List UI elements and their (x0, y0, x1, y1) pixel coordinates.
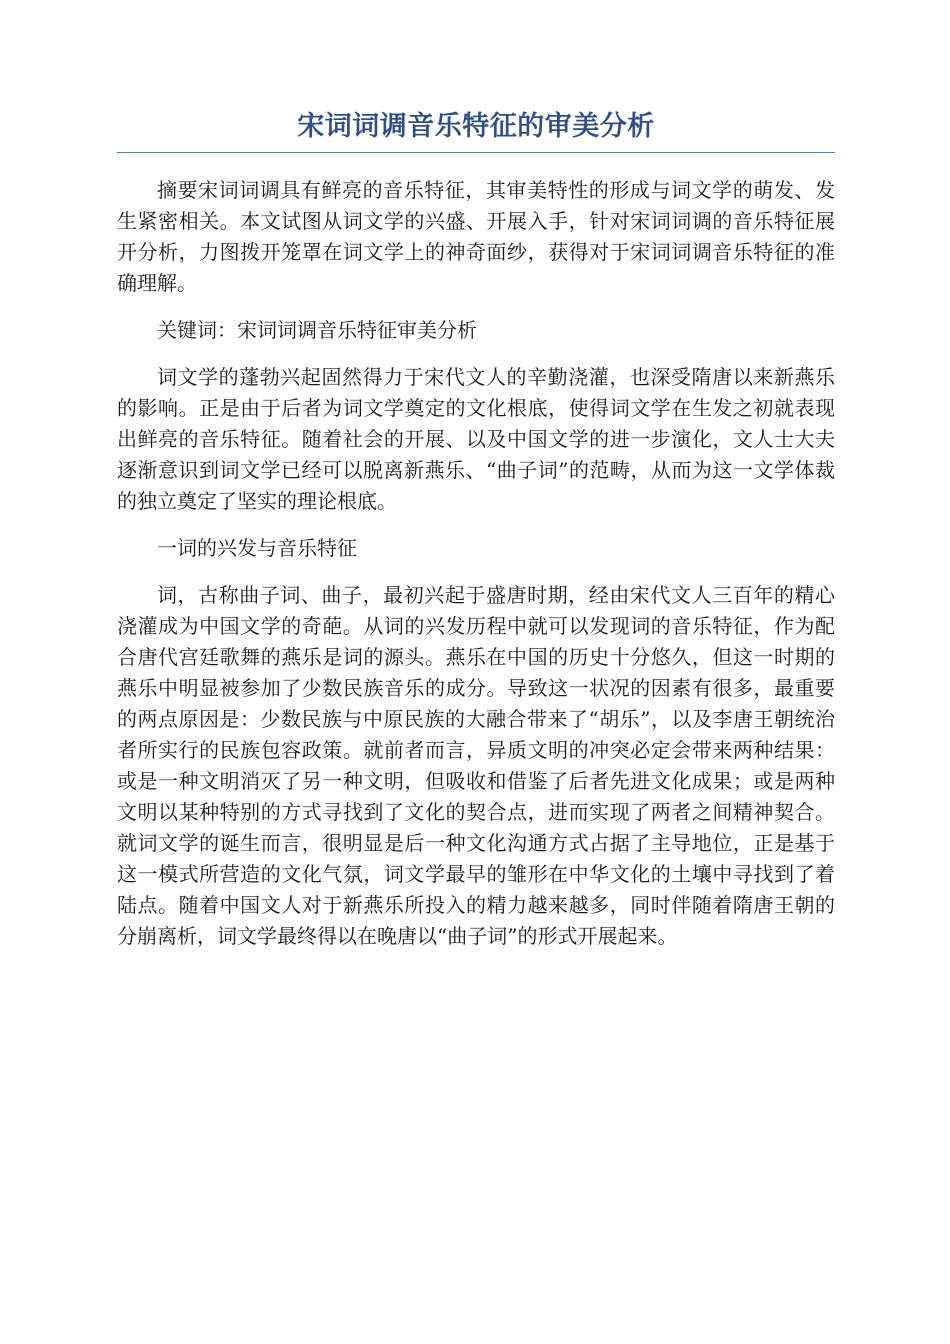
document-body (117, 175, 835, 952)
intro-paragraph: 词文学的蓬勃兴起固然得力于宋代文人的辛勤浇灌，也深受隋唐以来新燕乐的影响。正是由于后者为词文学奠定的文化根底，使得词文学在生发之初就表现出鲜亮的音乐特征。随着社会的开展、以及中国文学的进一步演化，文人士大夫逐渐意识到词文学已经可以脱离新燕乐、“曲子词”的范畴，从而为这一文学体裁的独立奠定了坚实的理论根底。 (117, 365, 835, 513)
document-title: 宋词词调音乐特征的审美分析 (117, 108, 835, 153)
section-heading: 一词的兴发与音乐特征 (157, 536, 357, 560)
abstract-paragraph: 摘要宋词词调具有鲜亮的音乐特征，其审美特性的形成与词文学的萌发、发生紧密相关。本文试图从词文学的兴盛、开展入手，针对宋词词调的音乐特征展开分析，力图拨开笼罩在词文学上的神奇面纱，获得对于宋词词调音乐特征的准确理解。 (117, 178, 835, 295)
document-page (117, 108, 835, 968)
keywords-line: 关键词：宋词词调音乐特征审美分析 (157, 318, 477, 342)
section-paragraph: 词，古称曲子词、曲子，最初兴起于盛唐时期，经由宋代文人三百年的精心浇灌成为中国文学的奇葩。从词的兴发历程中就可以发现词的音乐特征，作为配合唐代宫廷歌舞的燕乐是词的源头。燕乐在中国的历史十分悠久，但这一时期的燕乐中明显被参加了少数民族音乐的成分。导致这一状况的因素有很多，最重要的两点原因是：少数民族与中原民族的大融合带来了“胡乐”，以及李唐王朝统治者所实行的民族包容政策。就前者而言，异质文明的冲突必定会带来两种结果：或是一种文明消灭了另一种文明，但吸收和借鉴了后者先进文化成果；或是两种文明以某种特别的方式寻找到了文化的契合点，进而实现了两者之间精神契合。就词文学的诞生而言，很明显是后一种文化沟通方式占据了主导地位，正是基于这一模式所营造的文化气氛，词文学最早的雏形在中华文化的土壤中寻找到了着陆点。随着中国文人对于新燕乐所投入的精力越来越多，同时伴随着隋唐王朝的分崩离析，词文学最终得以在晚唐以“曲子词”的形式开展起来。 (117, 583, 835, 948)
